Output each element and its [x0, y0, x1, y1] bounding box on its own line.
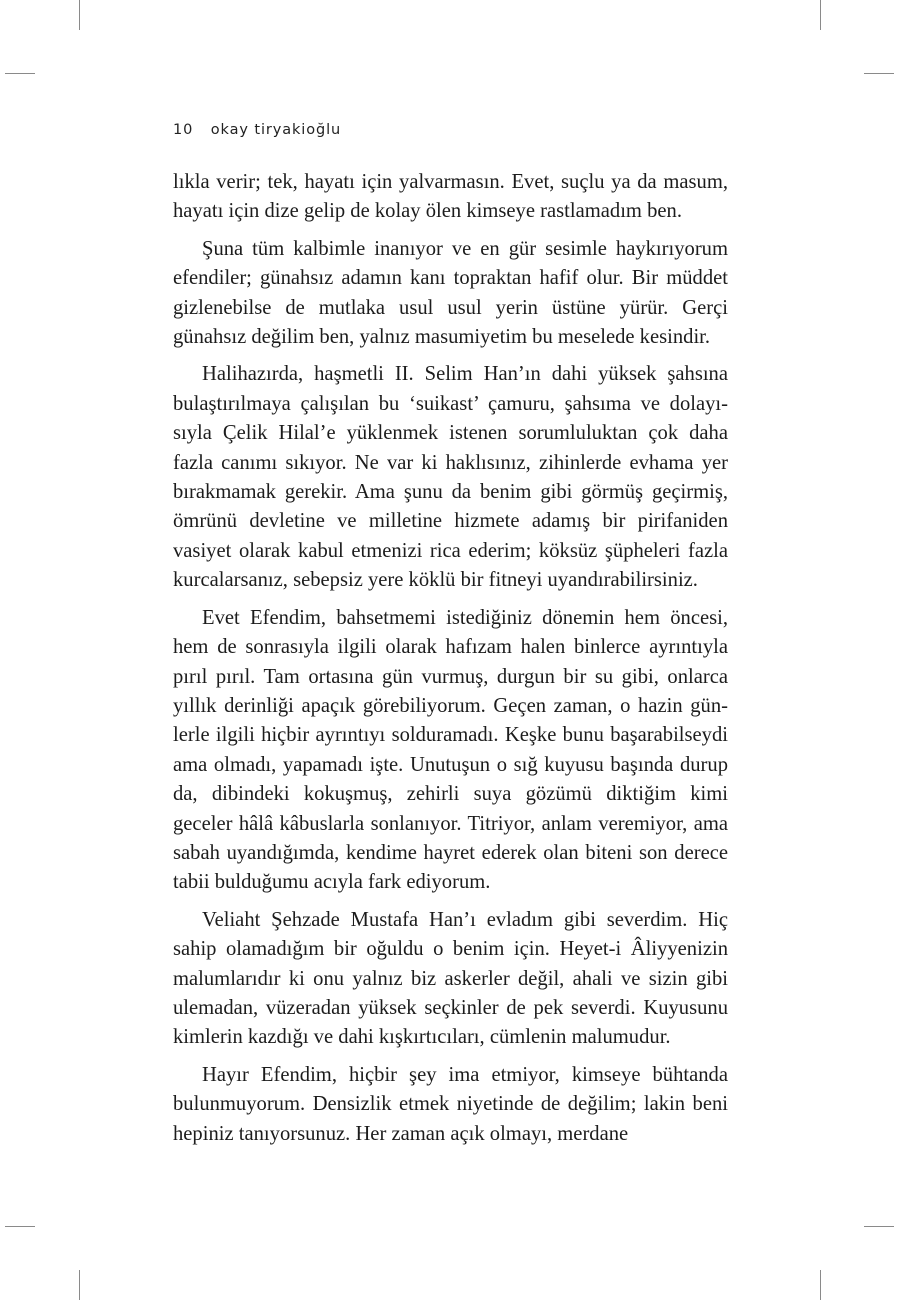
crop-mark-bottom-right — [820, 1270, 821, 1300]
paragraph: Evet Efendim, bahsetmemi istediğiniz dönemin hem öncesi, hem de sonrasıyla ilgili olarak hafızam halen binlerce ayrıntıyla pırıl pırıl. Tam ortasına gün vurmuş, durgun bir su gibi, onlarca yıllık derinliği apaçık görebiliyorum. Geçen zaman, o hazin günlerle ilgili hiçbir ayrıntıyı solduramadı. Keşke bunu başarabilseydi ama olmadı, yapamadı işte. Unutuşun o sığ kuyusu başında durup da, dibindeki kokuşmuş, zehirli suya gözümü diktiğim kimi geceler hâlâ kâbuslarla sonlanıyor. Titriyor, anlam veremiyor, ama sabah uyandığımda, kendime hayret ederek olan biteni son derece tabii bulduğumu acıyla fark ediyorum. — [173, 606, 728, 894]
crop-mark-top-left-h — [5, 73, 35, 74]
paragraph-continued: lıkla verir; tek, hayatı için yalvarmasın. Evet, suçlu ya da masum, hayatı için dize gelip de kolay ölen kimseye rastlamadım ben. — [173, 171, 728, 223]
crop-mark-top-right-h — [864, 73, 894, 74]
crop-mark-bottom-left-h — [5, 1226, 35, 1227]
running-title: okay tiryakioğlu — [210, 122, 342, 138]
paragraph: Şuna tüm kalbimle inanıyor ve en gür sesimle haykırıyorum efendiler; günahsız adamın kanı topraktan hafif olur. Bir müddet gizlenebilse de mutlaka usul usul yerin üstüne yürür. Gerçi günahsız değilim ben, yalnız masumiyetim bu meselede kesindir. — [173, 237, 728, 349]
paragraph: Veliaht Şehzade Mustafa Han’ı evladım gibi severdim. Hiç sahip olamadığım bir oğuldu o benim için. Heyet-i Âliyyenizin malumlarıdır ki onu yalnız biz askerler değil, ahali ve sizin gibi ulemadan, vüzeradan yüksek seçkinler de pek severdi. Kuyusunu kimlerin kazdığı ve dahi kışkırtıcıları, cümlenin malumudur. — [173, 908, 728, 1049]
page-number: 10 — [173, 122, 194, 138]
crop-mark-top-right — [820, 0, 821, 30]
crop-mark-top-left — [79, 0, 80, 30]
crop-mark-bottom-left — [79, 1270, 80, 1300]
crop-mark-bottom-right-h — [864, 1226, 894, 1227]
body-text — [173, 168, 728, 1157]
running-header — [173, 122, 341, 138]
paragraph: Halihazırda, haşmetli II. Selim Han’ın dahi yüksek şahsına bulaştırılmaya çalışılan bu ‘suikast’ çamuru, şahsıma ve dolayısıyla Çelik Hilal’e yüklenmek istenen sorumluluktan çok daha fazla canımı sıkıyor. Ne var ki haklısınız, zihinlerde evhama yer bırakmamak gerekir. Ama şunu da benim gibi görmüş geçirmiş, ömrünü devletine ve milletine hizmete adamış bir pirifaniden vasiyet olarak kabul etmenizi rica ederim; köksüz şüpheleri fazla kurcalarsanız, sebepsiz yere köklü bir fitneyi uyandırabilirsiniz. — [173, 363, 728, 592]
paragraph: Hayır Efendim, hiçbir şey ima etmiyor, kimseye bühtanda bulunmuyorum. Densizlik etmek niyetinde de değilim; lakin beni hepiniz tanıyorsunuz. Her zaman açık olmayı, merdane — [173, 1063, 728, 1145]
